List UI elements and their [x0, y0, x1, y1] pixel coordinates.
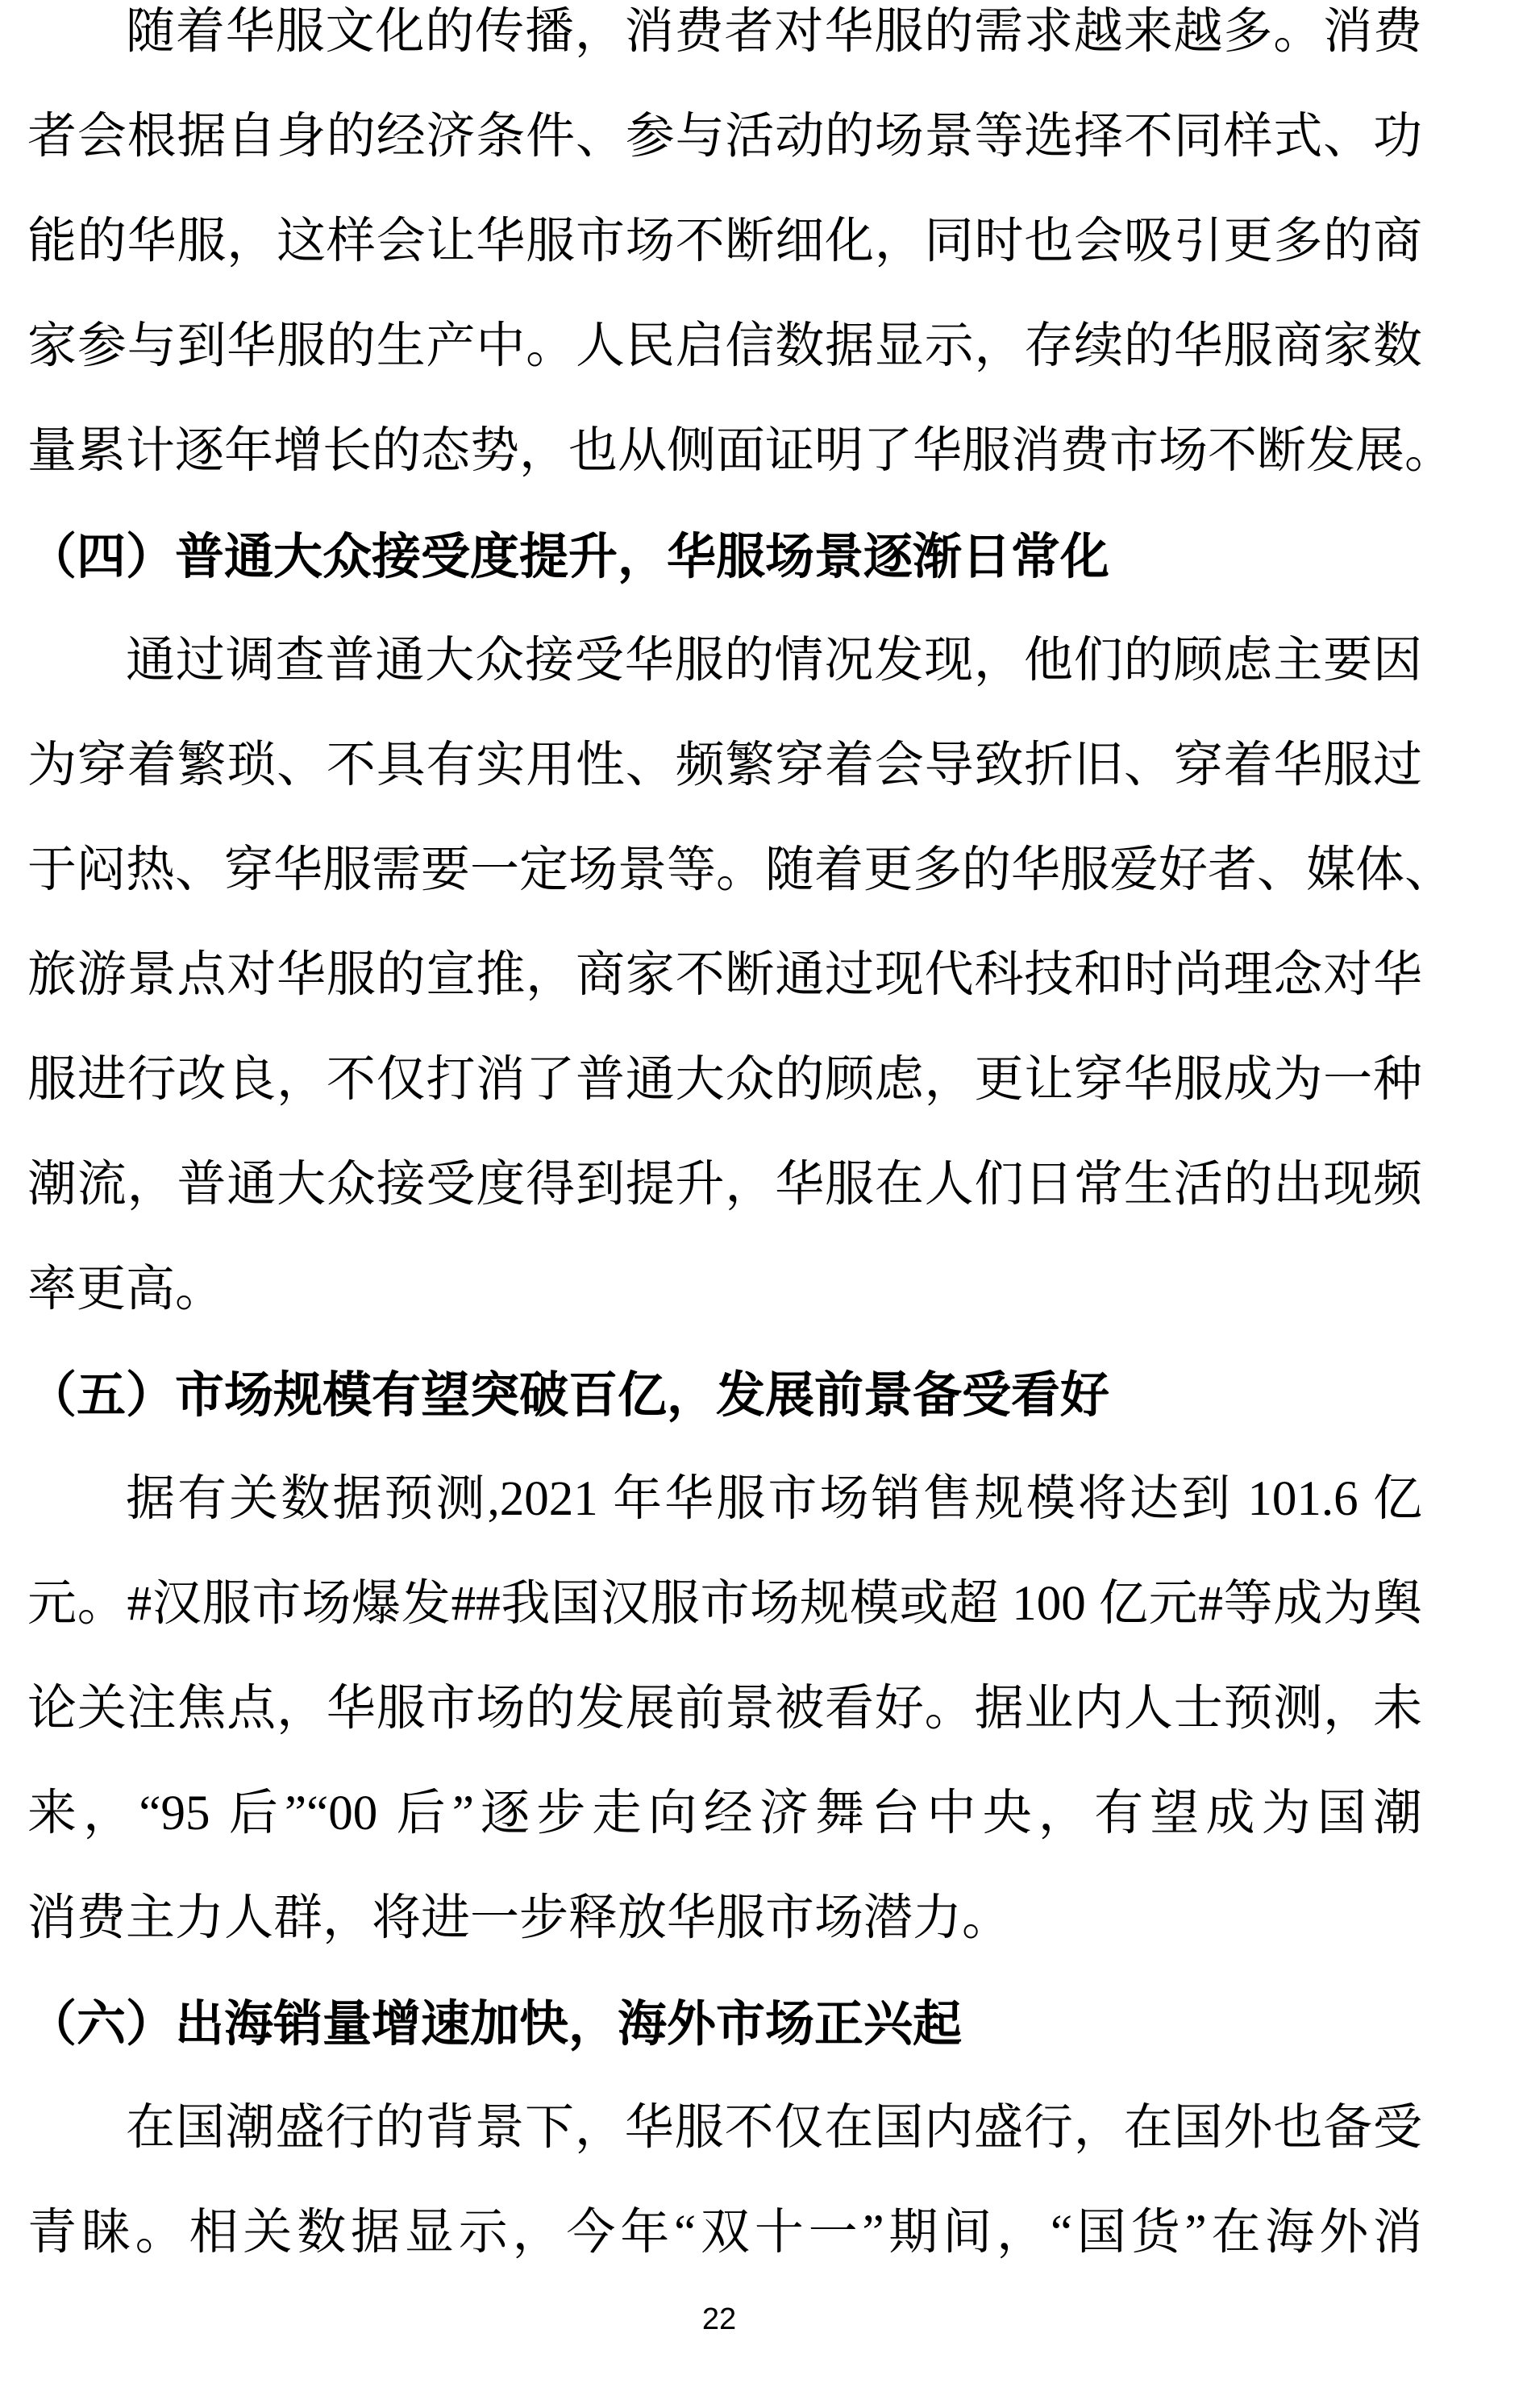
body-line: 来，“95 后”“00 后”逐步走向经济舞台中央，有望成为国潮 [27, 1786, 1422, 1840]
body-line: 青睐。相关数据显示，今年“双十一”期间，“国货”在海外消 [27, 2206, 1422, 2260]
body-line: 元。#汉服市场爆发##我国汉服市场规模或超 100 亿元#等成为舆 [27, 1577, 1422, 1631]
body-line: 论关注焦点，华服市场的发展前景被看好。据业内人士预测，未 [27, 1682, 1422, 1736]
section-heading-4: （四）普通大众接受度提升，华服场景逐渐日常化 [27, 529, 1110, 584]
body-line: 据有关数据预测,2021 年华服市场销售规模将达到 101.6 亿 [126, 1472, 1422, 1526]
body-line: 为穿着繁琐、不具有实用性、频繁穿着会导致折旧、穿着华服过 [27, 738, 1422, 792]
body-line: 潮流，普通大众接受度得到提升，华服在人们日常生活的出现频 [27, 1158, 1422, 1212]
body-line: 在国潮盛行的背景下，华服不仅在国内盛行，在国外也备受 [126, 2101, 1422, 2155]
body-line: 率更高。 [27, 1262, 225, 1316]
section-heading-5: （五）市场规模有望突破百亿，发展前景备受看好 [27, 1367, 1110, 1422]
body-line: 消费主力人群，将进一步释放华服市场潜力。 [27, 1891, 1012, 1945]
body-line: 量累计逐年增长的态势，也从侧面证明了华服消费市场不断发展。 [27, 424, 1454, 478]
body-line: 通过调查普通大众接受华服的情况发现，他们的顾虑主要因 [126, 634, 1422, 688]
body-line: 随着华服文化的传播，消费者对华服的需求越来越多。消费 [126, 5, 1422, 59]
body-line: 旅游景点对华服的宣推，商家不断通过现代科技和时尚理念对华 [27, 948, 1422, 1002]
body-line: 服进行改良，不仅打消了普通大众的顾虑，更让穿华服成为一种 [27, 1053, 1422, 1107]
body-line: 者会根据自身的经济条件、参与活动的场景等选择不同样式、功 [27, 110, 1422, 164]
body-line: 能的华服，这样会让华服市场不断细化，同时也会吸引更多的商 [27, 214, 1422, 268]
page-number: 22 [701, 2302, 737, 2336]
body-line: 于闷热、穿华服需要一定场景等。随着更多的华服爱好者、媒体、 [27, 843, 1454, 897]
section-heading-6: （六）出海销量增速加快，海外市场正兴起 [27, 1996, 963, 2051]
body-line: 家参与到华服的生产中。人民启信数据显示，存续的华服商家数 [27, 319, 1422, 373]
